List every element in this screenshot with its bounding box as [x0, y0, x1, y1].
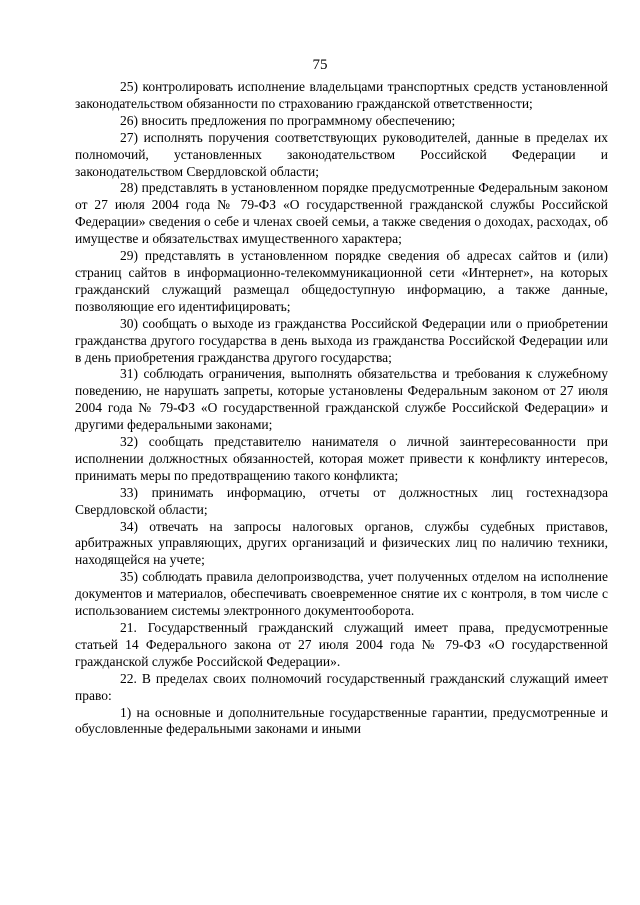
list-item-25: 25) контролировать исполнение владельцами транспортных средств установленной законодательством обязанности по страхованию гражданской ответственности;: [75, 79, 608, 111]
document-body: [75, 79, 608, 738]
list-item-32: 32) сообщать представителю нанимателя о личной заинтересованности при исполнении должностных обязанностей, которая может привести к конфликту интересов, принимать меры по предотвращению такого конфликта;: [75, 434, 608, 483]
list-item-34: 34) отвечать на запросы налоговых органов, службы судебных приставов, арбитражных управляющих, других организаций и физических лиц по наличию техники, находящейся на учете;: [75, 518, 608, 568]
section-21: 21. Государственный гражданский служащий имеет права, предусмотренные статьей 14 Федерального закона от 27 июля 2004 года № 79-ФЗ «О государственной гражданской службе Российской Федерации».: [75, 620, 608, 669]
list-item-31: 31) соблюдать ограничения, выполнять обязательства и требования к служебному поведению, не нарушать запреты, которые установлены Федеральным законом от 27 июля 2004 года № 79-ФЗ «О государственной гражданской службе Российской Федерации» и другими федеральными законами;: [75, 366, 608, 433]
list-item-1: 1) на основные и дополнительные государственные гарантии, предусмотренные и обусловленные федеральными законами и иными: [75, 704, 608, 737]
section-22: 22. В пределах своих полномочий государственный гражданский служащий имеет право:: [75, 670, 608, 703]
page-number: 75: [312, 57, 328, 73]
list-item-35: 35) соблюдать правила делопроизводства, учет полученных отделом на исполнение документов и материалов, обеспечивать своевременное снятие их с контроля, в том числе с использованием системы электронного документооборота.: [75, 569, 608, 619]
list-item-27: 27) исполнять поручения соответствующих руководителей, данные в пределах их полномочий, установленных законодательством Российской Федерации и законодательством Свердловской области;: [75, 129, 608, 179]
list-item-28: 28) представлять в установленном порядке предусмотренные Федеральным законом от 27 июля 2004 года № 79-ФЗ «О государственной гражданской службы Российской Федерации» сведения о себе и членах своей семьи, а также сведения о доходах, расходах, об имуществе и обязательствах имущественного характера;: [75, 180, 608, 247]
list-item-33: 33) принимать информацию, отчеты от должностных лиц гостехнадзора Свердловской области;: [75, 484, 608, 517]
list-item-29: 29) представлять в установленном порядке сведения об адресах сайтов и (или) страниц сайтов в информационно-телекоммуникационной сети «Интернет», на которых гражданский служащий размещал общедоступную информацию, а также данные, позволяющие его идентифицировать;: [75, 248, 608, 314]
list-item-30: 30) сообщать о выходе из гражданства Российской Федерации или о приобретении гражданства другого государства в день выхода из гражданства Российской Федерации или в день приобретения гражданства другого государства;: [75, 315, 608, 365]
list-item-26: 26) вносить предложения по программному обеспечению;: [120, 112, 456, 128]
